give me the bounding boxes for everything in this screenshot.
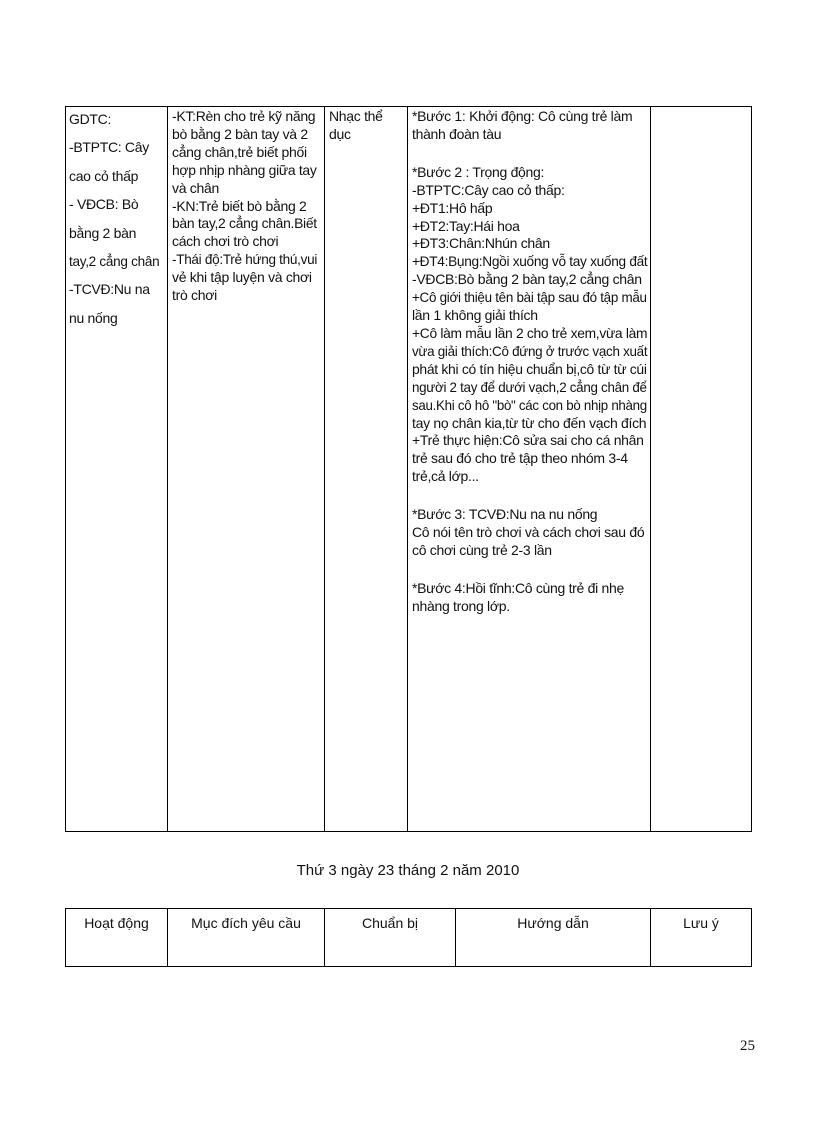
date-heading: Thứ 3 ngày 23 tháng 2 năm 2010 <box>296 862 520 879</box>
header-activity: Hoạt động <box>84 915 149 931</box>
guidance-line: *Bước 2 : Trọng động: <box>412 163 545 180</box>
table2-top-border <box>65 908 752 909</box>
guidance-line: vừa giải thích:Cô đứng ở trước vạch xuất <box>412 342 648 359</box>
table2-right-border <box>751 908 752 967</box>
objective-line: và chân <box>172 179 219 196</box>
objective-line: bàn tay,2 cẳng chân.Biết <box>172 215 317 232</box>
guidance-line: phát khi có tín hiệu chuẩn bị,cô từ từ cúi <box>412 360 647 377</box>
header-objectives: Mục đích yêu cầu <box>191 915 301 931</box>
objective-line: bò bằng 2 bàn tay và 2 <box>172 125 308 142</box>
header-guidance: Hướng dẫn <box>517 915 589 931</box>
table1-right-border <box>751 106 752 832</box>
table1-divider-3 <box>407 106 408 832</box>
guidance-line: +ĐT4:Bụng:Ngồi xuống vỗ tay xuống đất <box>412 253 648 270</box>
table1-divider-2 <box>324 106 325 832</box>
guidance-line: Cô nói tên trò chơi và cách chơi sau đó <box>412 524 645 541</box>
step-4-block <box>412 580 647 616</box>
guidance-line: +Cô làm mẫu lần 2 cho trẻ xem,vừa làm <box>412 324 648 341</box>
objective-line: -KT:Rèn cho trẻ kỹ năng <box>172 108 316 124</box>
activity-cell <box>69 108 159 335</box>
guidance-line: -VĐCB:Bò bằng 2 bàn tay,2 cẳng chân <box>412 271 642 288</box>
activity-line: GDTC: <box>69 111 112 127</box>
guidance-line: +Cô giới thiệu tên bài tập sau đó tập mẫu <box>412 289 647 306</box>
guidance-line: thành đoàn tàu <box>412 125 502 142</box>
objective-line: -Thái độ:Trẻ hứng thú,vui <box>172 251 318 268</box>
guidance-line: *Bước 4:Hồi tĩnh:Cô cùng trẻ đi nhẹ <box>412 579 624 596</box>
preparation-line: dục <box>329 125 351 142</box>
guidance-line: tay nọ chân kia,từ từ cho đến vạch đích <box>412 414 647 431</box>
table2-bottom-border <box>65 966 752 967</box>
guidance-line: +ĐT3:Chân:Nhún chân <box>412 235 550 252</box>
objectives-cell <box>172 108 317 305</box>
step-3-block <box>412 506 647 560</box>
guidance-line: trẻ sau đó cho trẻ tập theo nhóm 3-4 <box>412 450 628 467</box>
guidance-line: trẻ,cả lớp... <box>412 468 479 485</box>
objective-line: -KN:Trẻ biết bò bằng 2 <box>172 197 307 214</box>
guidance-line: *Bước 3: TCVĐ:Nu na nu nống <box>412 506 598 523</box>
activity-line: cao cỏ thấp <box>69 167 139 184</box>
activity-line: -TCVĐ:Nu na <box>69 281 150 298</box>
objective-line: hợp nhịp nhàng giữa tay <box>172 161 317 178</box>
preparation-cell <box>329 108 399 144</box>
guidance-line: người 2 tay để dưới vạch,2 cẳng chân để <box>412 378 647 395</box>
activity-line: bằng 2 bàn <box>69 224 137 241</box>
guidance-line: nhàng trong lớp. <box>412 597 510 614</box>
preparation-line: Nhạc thể <box>329 108 383 124</box>
activity-line: nu nống <box>69 309 118 326</box>
activity-line: tay,2 cẳng chân <box>69 252 160 269</box>
step-1-block <box>412 108 647 144</box>
activity-line: -BTPTC: Cây <box>69 139 149 156</box>
objective-line: vẻ khi tập luyện và chơi <box>172 269 312 286</box>
table1-divider-4 <box>650 106 651 832</box>
guidance-line: lần 1 không giải thích <box>412 307 538 324</box>
objective-line: trò chơi <box>172 287 217 304</box>
objective-line: cách chơi trò chơi <box>172 233 279 250</box>
step-2-block <box>412 164 647 486</box>
guidance-line: +Trẻ thực hiện:Cô sửa sai cho cá nhân <box>412 432 644 449</box>
guidance-cell <box>412 108 647 616</box>
page-number: 25 <box>740 1038 755 1054</box>
guidance-line: cô chơi cùng trẻ 2-3 lần <box>412 541 552 558</box>
header-notes: Lưu ý <box>683 915 719 931</box>
guidance-line: *Bước 1: Khởi động: Cô cùng trẻ làm <box>412 108 633 124</box>
guidance-line: sau.Khi cô hô "bò" các con bò nhịp nhàng <box>412 396 647 413</box>
table1-left-border <box>65 106 66 832</box>
guidance-line: +ĐT1:Hô hấp <box>412 199 493 216</box>
objective-line: cẳng chân,trẻ biết phối <box>172 143 307 160</box>
guidance-line: -BTPTC:Cây cao cỏ thấp: <box>412 181 565 198</box>
header-preparation: Chuẩn bị <box>361 915 419 931</box>
table1-bottom-border <box>65 831 752 832</box>
activity-line: - VĐCB: Bò <box>69 196 139 213</box>
guidance-line: +ĐT2:Tay:Hái hoa <box>412 217 520 234</box>
table1-divider-1 <box>167 106 168 832</box>
table1-top-border <box>65 106 752 107</box>
